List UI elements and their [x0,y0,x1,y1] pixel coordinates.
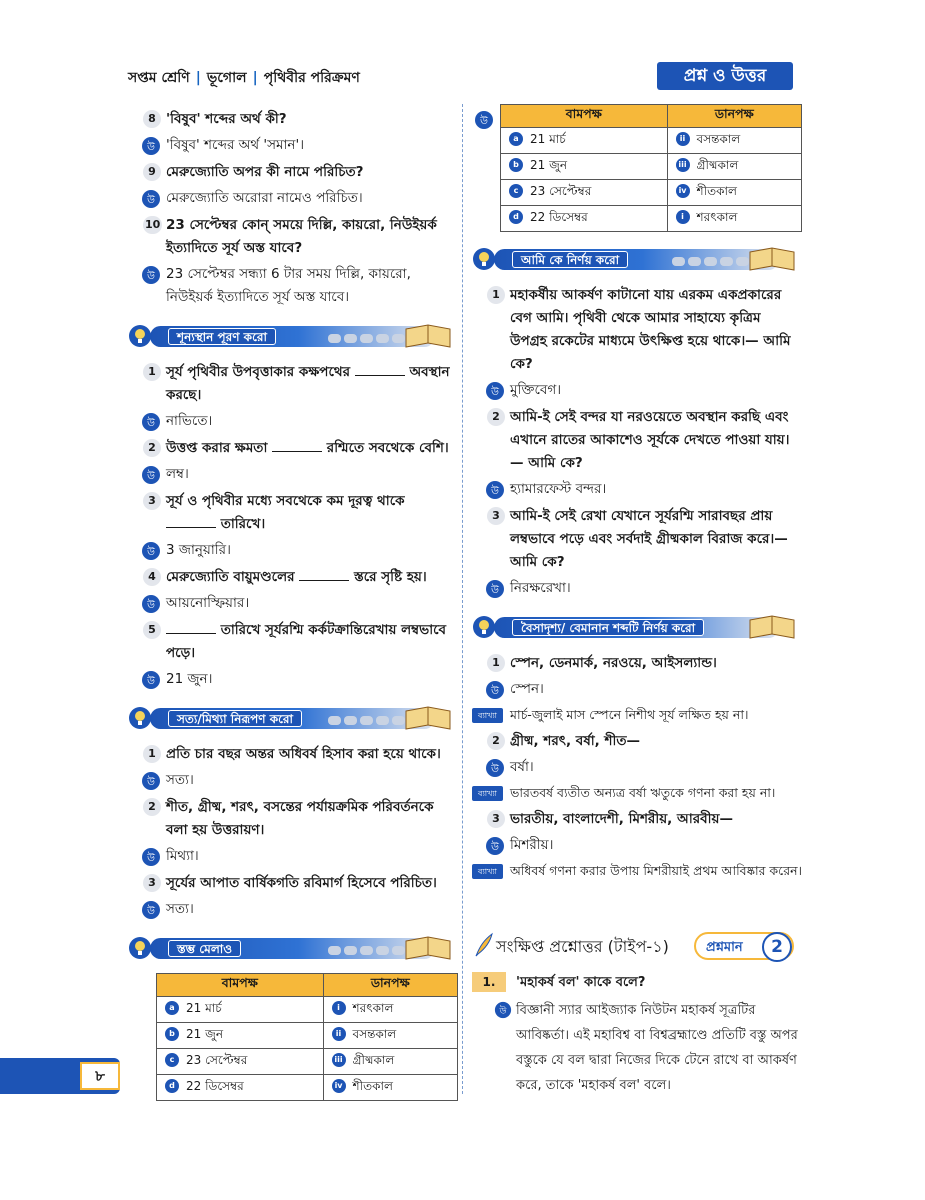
question [128,490,458,536]
right-cell [667,154,801,180]
left-value: 21 মার্চ [530,131,566,146]
section-title: বৈসাদৃশ্য/ বেমানান শব্দটি নির্ণয় করো [512,619,704,636]
right-cell [323,1023,457,1049]
svg-text:উ: উ [147,471,155,482]
question [472,505,802,574]
question-number: 1 [487,286,505,304]
short-question-number: 1. [472,972,506,992]
blank-pre-text: সূর্য ও পৃথিবীর মধ্যে সবথেকে কম দূরত্ব থাকে [166,493,405,509]
svg-text:উ: উ [147,676,155,687]
short-qa [472,930,802,1098]
blank-line [166,633,216,634]
right-column [472,104,802,886]
question [128,872,458,895]
right-value: বসন্তকাল [696,131,741,146]
question-number: 1 [487,654,505,672]
answer-icon [141,412,161,432]
question [472,730,802,753]
answer-icon [141,541,161,561]
answer-icon [141,847,161,867]
question-text: ভারতীয়, বাংলাদেশী, মিশরীয়, আরবীয়— [510,811,733,827]
question-number: 2 [143,798,161,816]
left-cell [501,154,668,180]
question [128,437,458,460]
question-number: 3 [487,810,505,828]
blank-line [355,375,405,376]
answer-text: বর্ষা। [510,759,534,775]
answer-icon [485,381,505,401]
match-answer-right-head: ডানপক্ষ [667,105,801,128]
table-row [157,997,458,1023]
left-cell [157,1023,324,1049]
answer-text: সত্য। [166,772,194,788]
left-cell [157,1049,324,1075]
question-number: 3 [143,492,161,510]
svg-text:উ: উ [147,777,155,788]
answer-icon [485,680,505,700]
page-number: ৮ [80,1062,120,1090]
right-cell [667,128,801,154]
question-text: মহাকর্ষীয় আকর্ষণ কাটানো যায় এরকম একপ্রকারের বেগ আমি। পৃথিবী থেকে আমার সাহায্যে কৃত্রিম উপগ্রহ রকেটের মাধ্যমে উৎক্ষিপ্ত হয়ে থাকে।— আমি কে? [510,287,791,372]
question-number: 1 [143,745,161,763]
answer [128,845,458,868]
question-text: সূর্যের আপাত বার্ষিকগতি রবিমার্গ হিসেবে পরিচিত। [166,875,437,891]
section-title: শূন্যস্থান পূরণ করো [168,328,276,345]
match-table [156,973,458,1101]
right-value: শীতকাল [696,183,737,198]
svg-text:উ: উ [491,686,499,697]
short-answer [472,998,802,1098]
answer-icon [141,136,161,156]
match-answer-table [500,104,802,232]
answer-icon [485,758,505,778]
answer [128,769,458,792]
section-who-am-i [472,244,802,274]
svg-text:উ: উ [147,418,155,429]
bulb-icon [128,321,156,351]
explanation-tag: ব্যাখ্যা [472,786,503,801]
short-question-text: 'মহাকর্ষ বল' কাকে বলে? [516,975,646,990]
section-true-false [128,703,458,733]
right-value: শরৎকাল [696,209,738,224]
svg-text:উ: উ [491,764,499,775]
answer-icon [485,579,505,599]
bulb-icon [472,244,500,274]
svg-text:উ: উ [147,142,155,153]
book-icon [402,933,454,963]
right-value: বসন্তকাল [352,1026,397,1041]
left-cell [157,1075,324,1101]
section-title: স্তম্ভ মেলাও [168,940,241,957]
question-number: 2 [487,408,505,426]
left-value: 22 ডিসেম্বর [530,209,588,224]
decor-dots [672,254,752,265]
answer [472,678,802,701]
answer [128,134,458,157]
blank-post-text: রশ্মিতে সবথেকে বেশি। [326,440,449,456]
blank-post-text: স্তরে সৃষ্টি হয়। [354,569,427,585]
answer-text: মেরুজ্যোতি অরোরা নামেও পরিচিত। [166,190,363,206]
left-cell [157,997,324,1023]
answer [128,539,458,562]
svg-text:উ: উ [491,585,499,596]
bulb-icon [128,933,156,963]
question [472,652,802,675]
row-marker: ii [332,1027,346,1041]
explanation-text: মার্চ-জুলাই মাস স্পেনে নিশীথ সূর্য লক্ষিত হয় না। [510,707,749,722]
answer-text: স্পেন। [510,681,544,697]
explanation-tag: ব্যাখ্যা [472,708,503,723]
answer [472,577,802,600]
row-marker: d [165,1079,179,1093]
question-number: 3 [143,874,161,892]
row-marker: c [165,1053,179,1067]
row-marker: iii [676,158,690,172]
left-cell [501,180,668,206]
svg-text:উ: উ [491,387,499,398]
blank-line [299,580,349,581]
question-text: প্রতি চার বছর অন্তর অধিবর্ষ হিসাব করা হয়ে থাকে। [166,746,441,762]
question-text: আমি-ই সেই রেখা যেখানে সূর্যরশ্মি সারাবছর প্রায় লম্বভাবে পড়ে এবং সর্বদাই গ্রীষ্মকাল বিরাজ করে।—আমি কে? [510,508,788,570]
left-column [128,104,458,1101]
question-mark-badge [694,932,794,960]
answer-icon [141,265,161,285]
blank-line [166,527,216,528]
svg-text:উ: উ [491,842,499,853]
blank-post-text: তারিখে। [220,516,266,532]
table-row [501,206,802,232]
table-row [501,180,802,206]
table-row [501,128,802,154]
question [472,406,802,475]
svg-text:উ: উ [147,547,155,558]
table-row [157,1049,458,1075]
explanation-tag: ব্যাখ্যা [472,864,503,879]
section-title: আমি কে নির্ণয় করো [512,251,628,268]
answer [128,463,458,486]
answer-icon [141,189,161,209]
svg-text:উ: উ [480,116,488,127]
answer-text: সত্য। [166,901,194,917]
svg-text:উ: উ [147,853,155,864]
answer-text: 23 সেপ্টেম্বর সন্ধ্যা 6 টার সময় দিল্লি, কায়রো, নিউইয়র্ক ইত্যাদিতে সূর্য অস্ত যাবে। [166,266,411,305]
section-title: সত্য/মিথ্যা নিরূপণ করো [168,710,302,727]
answer-icon [141,594,161,614]
row-marker: iv [332,1079,346,1093]
question-text: 'বিষুব' শব্দের অর্থ কী? [166,111,287,127]
question-number: 3 [487,507,505,525]
answer [128,592,458,615]
explanation-text: ভারতবর্ষ ব্যতীত অন্যত্র বর্ষা ঋতুকে গণনা করা হয় না। [510,785,776,800]
question [128,566,458,589]
question [472,808,802,831]
answer [472,756,802,779]
table-row [157,1075,458,1101]
match-answer-left-head: বামপক্ষ [501,105,668,128]
decor-dots [328,943,408,954]
question [128,108,458,131]
right-cell [667,206,801,232]
explanation [472,705,802,725]
blank-post-text: তারিখে সূর্যরশ্মি কর্কটক্রান্তিরেখায় লম্বভাবে পড়ে। [166,622,447,661]
row-marker: a [509,132,523,146]
right-value: গ্রীষ্মকাল [696,157,739,172]
decor-dots [328,331,408,342]
book-icon [402,703,454,733]
match-left-head: বামপক্ষ [157,974,324,997]
explanation [472,861,802,881]
right-cell [323,997,457,1023]
question-number: 2 [487,732,505,750]
svg-text:উ: উ [147,600,155,611]
blank-pre-text: উত্তপ্ত করার ক্ষমতা [166,440,268,456]
table-row [501,154,802,180]
question-number: 10 [143,216,162,234]
answer-icon [141,771,161,791]
answer-text: 21 জুন। [166,671,213,687]
left-value: 22 ডিসেম্বর [186,1078,244,1093]
book-icon [746,612,798,642]
question-number: 2 [143,439,161,457]
match-table-wrap [128,973,458,1101]
answer-icon [141,670,161,690]
question-number: 8 [143,110,161,128]
row-marker: a [165,1001,179,1015]
question [472,284,802,376]
right-value: গ্রীষ্মকাল [352,1052,395,1067]
answer [128,898,458,921]
right-cell [667,180,801,206]
blank-post-text: অবস্থান করছে। [166,364,450,403]
answer [128,263,458,309]
answer-text: 'বিষুব' শব্দের অর্থ 'সমান'। [166,137,305,153]
left-cell [501,206,668,232]
answer-icon [485,836,505,856]
question-text: শীত, গ্রীষ্ম, শরৎ, বসন্তের পর্যায়ক্রমিক পরিবর্তনকে বলা হয় উত্তরায়ণ। [166,799,434,838]
question-number: 5 [143,621,161,639]
answer-text: আয়নোস্ফিয়ার। [166,595,250,611]
explanation [472,783,802,803]
answer-text: নিরক্ষরেখা। [510,580,571,596]
answer-text: নাভিতে। [166,413,213,429]
right-cell [323,1049,457,1075]
blank-line [272,451,322,452]
short-qa-title: সংক্ষিপ্ত প্রশ্নোত্তর (টাইপ-১) [496,937,669,956]
answer-text: মিথ্যা। [166,848,199,864]
question [128,743,458,766]
question-text: গ্রীষ্ম, শরৎ, বর্ষা, শীত— [510,733,640,749]
row-marker: ii [676,132,690,146]
answer [472,478,802,501]
question [128,796,458,842]
blank-pre-text: সূর্য পৃথিবীর উপবৃত্তাকার কক্ষপথের [166,364,351,380]
fill-blanks-list [128,361,458,691]
bulb-icon [472,612,500,642]
answer [128,410,458,433]
question-text: স্পেন, ডেনমার্ক, নরওয়ে, আইসল্যান্ড। [510,655,717,671]
section-match [128,933,458,963]
section-odd-one [472,612,802,642]
row-marker: b [165,1027,179,1041]
answer-text: মিশরীয়। [510,837,554,853]
right-value: শীতকাল [352,1078,393,1093]
who-am-i-list [472,284,802,600]
answer-icon [141,465,161,485]
left-value: 23 সেপ্টেম্বর [186,1052,248,1067]
answer [128,668,458,691]
question-number: 1 [143,363,161,381]
row-marker: iv [676,184,690,198]
answer-text: হ্যামারফেস্ট বন্দর। [510,481,607,497]
match-answer-wrap [472,104,802,232]
qa-badge: প্রশ্ন ও উত্তর [657,62,793,90]
answer [128,187,458,210]
page-number-bar [0,1058,120,1094]
book-icon [746,244,798,274]
left-cell [501,128,668,154]
question [128,619,458,665]
svg-text:উ: উ [499,1006,507,1017]
right-value: শরৎকাল [352,1000,394,1015]
answer-icon [494,1001,512,1019]
left-value: 21 জুন [186,1026,223,1041]
answer [472,834,802,857]
left-value: 21 জুন [530,157,567,172]
answer-text: 3 জানুয়ারি। [166,542,231,558]
question [128,214,458,260]
class-label: সপ্তম শ্রেণি [128,70,190,86]
book-icon [402,321,454,351]
left-top-qa [128,108,458,309]
svg-text:উ: উ [147,906,155,917]
row-marker: c [509,184,523,198]
left-value: 21 মার্চ [186,1000,222,1015]
match-right-head: ডানপক্ষ [323,974,457,997]
table-row [157,1023,458,1049]
section-fill-blanks [128,321,458,351]
left-value: 23 সেপ্টেম্বর [530,183,592,198]
question-number: 4 [143,568,161,586]
answer-icon [474,110,494,130]
bulb-icon [128,703,156,733]
question-text: আমি-ই সেই বন্দর যা নরওয়েতে অবস্থান করছি এবং এখানে রাতের আকাশেও সূর্যকে দেখতে পাওয়া যায়।— আমি কে? [510,409,790,471]
answer-text: মুক্তিবেগ। [510,382,562,398]
row-marker: d [509,210,523,224]
svg-text:উ: উ [147,195,155,206]
row-marker: iii [332,1053,346,1067]
odd-one-list [472,652,802,881]
column-divider [462,104,463,1094]
decor-dots [328,713,408,724]
blank-pre-text: মেরুজ্যোতি বায়ুমণ্ডলের [166,569,295,585]
answer-text: লম্ব। [166,466,189,482]
chapter-label: পৃথিবীর পরিক্রমণ [263,70,360,86]
question [128,361,458,407]
row-marker: b [509,158,523,172]
right-cell [323,1075,457,1101]
row-marker: i [676,210,690,224]
short-question [472,972,802,994]
subject-label: ভূগোল [206,70,247,86]
answer-icon [485,480,505,500]
page-header: সপ্তম শ্রেণি | ভূগোল | পৃথিবীর পরিক্রমণ [128,70,360,86]
question-mark-value: 2 [762,932,792,962]
feather-pen-icon [472,932,494,958]
question-number: 9 [143,163,161,181]
question-text: মেরুজ্যোতি অপর কী নামে পরিচিত? [166,164,364,180]
explanation-text: অধিবর্ষ গণনা করার উপায় মিশরীয়াই প্রথম আবিষ্কার করেন। [510,863,803,878]
svg-text:উ: উ [491,486,499,497]
svg-text:উ: উ [147,271,155,282]
true-false-list [128,743,458,921]
short-answer-text: বিজ্ঞানী স্যার আইজ্যাক নিউটন মহাকর্ষ সূত্রটির আবিষ্কর্তা। এই মহাবিশ্ব বা বিশ্বব্রহ্মাণ্ডে প্রতিটি বস্তু অপর বস্তুকে যে বল দ্বারা নিজের দিকে টেনে রাখে বা আকর্ষণ করে, তাকে 'মহাকর্ষ বল' বলে। [516,1003,798,1093]
question [128,161,458,184]
question-text: 23 সেপ্টেম্বর কোন্ সময়ে দিল্লি, কায়রো, নিউইয়র্ক ইত্যাদিতে সূর্য অস্ত যাবে? [166,217,437,256]
row-marker: i [332,1001,346,1015]
answer-icon [141,900,161,920]
answer [472,379,802,402]
short-qa-title-row [472,930,802,962]
question-mark-label: প্রশ্নমান [706,940,743,955]
